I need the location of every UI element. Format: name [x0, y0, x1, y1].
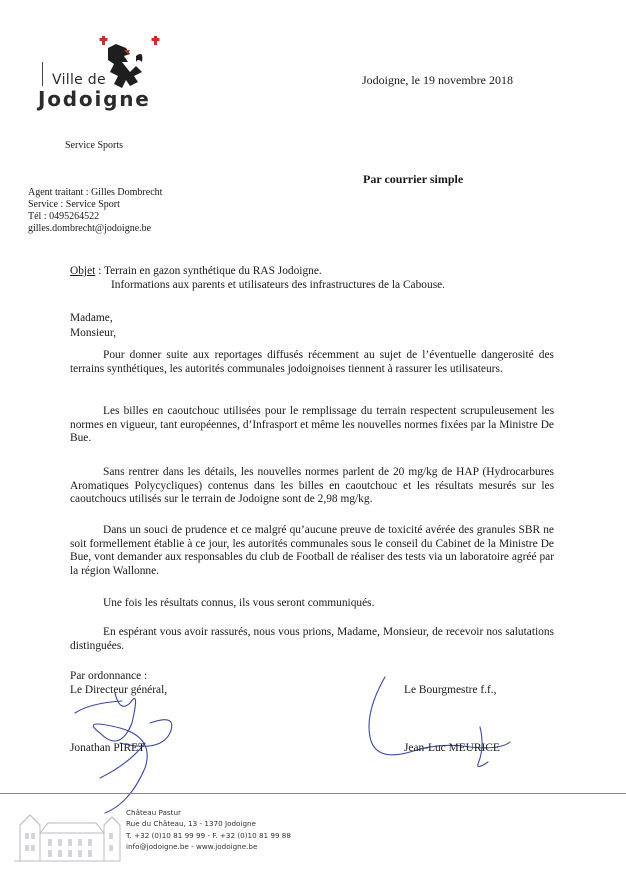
body-paragraph [70, 626, 554, 653]
mayor-title: Le Bourgmestre f.f., [404, 684, 497, 696]
footer-address [126, 807, 291, 853]
footer-phone-fax: T. +32 (0)10 81 99 99 - F. +32 (0)10 81 99 88 [126, 830, 291, 840]
delivery-method: Par courrier simple [363, 172, 464, 186]
director-title: Le Directeur général, [70, 684, 168, 696]
footer-venue: Château Pastur [126, 808, 181, 817]
logo-city-name: Jodoigne [38, 87, 151, 111]
subject-line2: Informations aux parents et utilisateurs des infrastructures de la Cabouse. [111, 279, 446, 291]
body-paragraph [70, 466, 554, 507]
chateau-pastur-illustration [12, 803, 122, 865]
body-paragraph [70, 405, 554, 446]
paragraph-text: Une fois les résultats connus, ils vous seront communiqués. [103, 597, 375, 609]
paragraph-text: Les billes en caoutchouc utilisées pour le remplissage du terrain respectent scrupuleusement les normes en vigueur, tant européennes, d’Infrasport et même les nouvelles normes fixées par la Ministre De Bue. [70, 405, 554, 444]
greeting [70, 311, 116, 341]
paragraph-text: Dans un souci de prudence et ce malgré qu’aucune preuve de toxicité avérée des granules SBR ne soit formellement établie à ce jour, les autorités communales sous le conseil du Cabinet de la Ministre De Bue, vont demander aux responsables du club de Football de réaliser des tests via un laboratoire agréé par la région Wallonne. [70, 524, 554, 577]
logo-ville-de: Ville de [52, 72, 106, 88]
agent-name: Agent traitant : Gilles Dombrecht [28, 187, 163, 198]
subject-label: Objet [70, 265, 96, 277]
greeting-madame: Madame, [70, 312, 113, 324]
body-paragraph [70, 524, 554, 578]
body-paragraph [70, 349, 554, 376]
paragraph-text: Sans rentrer dans les détails, les nouvelles normes parlent de 20 mg/kg de HAP (Hydrocarbures Aromatiques Polycycliques) contenus dans les billes en caoutchouc et les résultats mesurés sur les caoutchoucs utilisés sur le terrain de Jodoigne sont de 2,98 mg/kg. [70, 466, 554, 505]
mayor-handwritten-signature [350, 672, 520, 772]
footer-divider [0, 793, 626, 794]
agent-email: gilles.dombrecht@jodoigne.be [28, 223, 152, 234]
paragraph-text: Pour donner suite aux reportages diffusés récemment au sujet de l’éventuelle dangerosité des terrains synthétiques, les autorités communales jodoignoises tiennent à rassurer les utilisateurs. [70, 349, 554, 375]
agent-service: Service : Service Sport [28, 199, 120, 210]
letter-date: Jodoigne, le 19 novembre 2018 [362, 73, 513, 87]
greeting-monsieur: Monsieur, [70, 327, 117, 339]
footer-email-web: info@jodoigne.be - www.jodoigne.be [126, 842, 258, 852]
subject-line1: : Terrain en gazon synthétique du RAS Jodoigne. [95, 265, 322, 277]
body-paragraph [70, 597, 554, 611]
sender-service: Service Sports [65, 140, 124, 151]
agent-contact-block [28, 187, 162, 235]
logo-divider [42, 62, 43, 86]
subject-block [70, 264, 445, 292]
director-name: Jonathan PIRET [70, 742, 145, 754]
by-order-label: Par ordonnance : [70, 670, 148, 682]
footer-street: Rue du Château, 13 - 1370 Jodoigne [126, 819, 256, 829]
agent-phone: Tél : 0495264522 [28, 211, 100, 222]
paragraph-text: En espérant vous avoir rassurés, nous vous prions, Madame, Monsieur, de recevoir nos salutations distinguées. [70, 626, 554, 652]
mayor-name: Jean-Luc MEURICE [404, 742, 500, 754]
